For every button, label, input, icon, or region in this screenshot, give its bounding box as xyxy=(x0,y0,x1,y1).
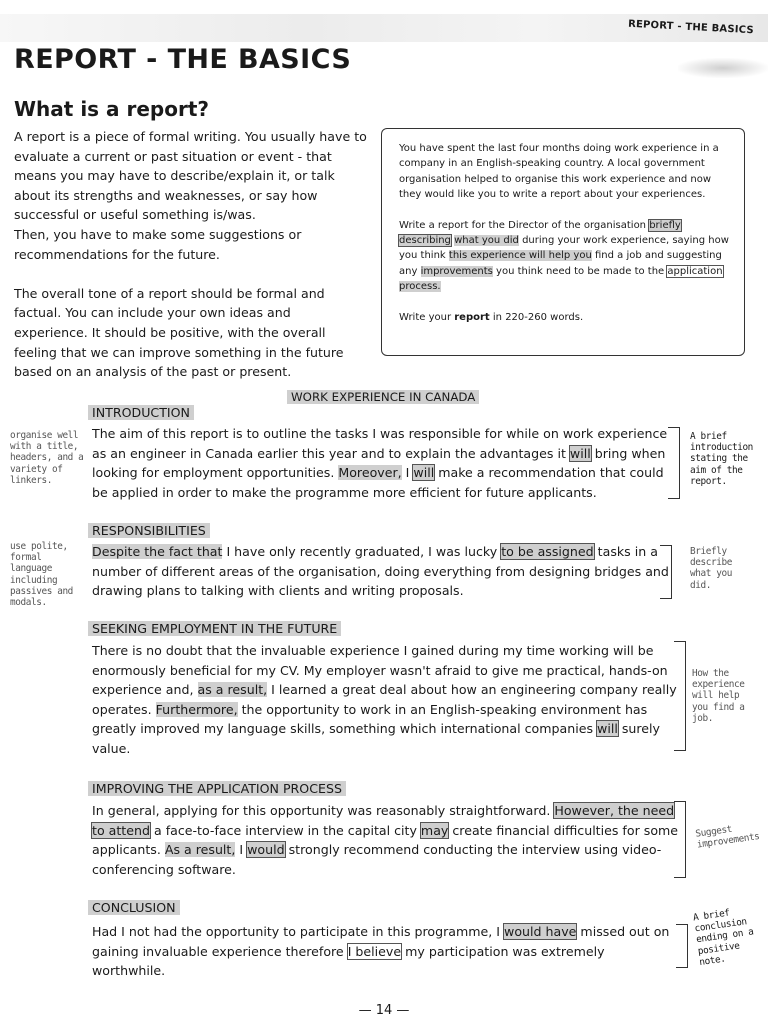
margin-note-right-1: A brief introduction stating the aim of the report. xyxy=(690,431,753,487)
bracket xyxy=(668,427,680,499)
bracket xyxy=(674,641,686,751)
task-paragraph-1: You have spent the last four months doing work experience in a company in an English-speaking country. A local government organisation helped to organise this work experience and now they would like you to write a report about your experiences. xyxy=(399,143,719,201)
running-head: REPORT - THE BASICS xyxy=(627,18,755,37)
section-text-conclusion: Had I not had the opportunity to participate in this programme, I would have missed out on gaining invaluable experience therefore I believe my participation was extremely worthwhile. xyxy=(92,924,670,979)
section-title: What is a report? xyxy=(14,97,210,121)
task-paragraph-3: Write your report in 220-260 words. xyxy=(399,311,584,323)
task-box xyxy=(381,128,745,356)
task-highlight: process. xyxy=(399,281,441,293)
margin-note-right-4: Suggest improvements xyxy=(694,823,761,851)
section-heading-responsibilities: RESPONSIBILITIES xyxy=(88,523,210,538)
intro-paragraph-2: Then, you have to make some suggestions or recommendations for the future. xyxy=(14,226,302,262)
bracket xyxy=(676,924,688,968)
section-heading-seeking-employment: SEEKING EMPLOYMENT IN THE FUTURE xyxy=(88,621,341,636)
task-highlight: briefly describing xyxy=(399,219,681,247)
margin-note-left-2: use polite, formal language including passives and modals. xyxy=(10,541,73,609)
section-heading-conclusion: CONCLUSION xyxy=(88,900,180,915)
section-text-introduction: The aim of this report is to outline the tasks I was responsible for while on work experience as an engineer in Canada earlier this year and to explain the advantages it will bring when looking for employment opportunities. Moreover, I will make a recommendation that could be applied in order to make the programme more efficient for future applicants. xyxy=(92,426,668,500)
bracket xyxy=(674,801,686,878)
section-text-seeking-employment: There is no doubt that the invaluable experience I gained during my time working will be enormously beneficial for my CV. My employer wasn't afraid to give me practical, hands-on experience and, as a result, I learned a great deal about how an engineering company really operates. Furthermore, the opportunity to work in an English-speaking environment has greatly improved my language skills, something which international companies will surely value. xyxy=(92,643,677,756)
section-text-responsibilities: Despite the fact that I have only recently graduated, I was lucky to be assigned tasks in a number of different areas of the organisation, doing everything from designing bridges and drawing plans to talking with clients and writing proposals. xyxy=(92,544,669,599)
task-paragraph-2: Write a report for the Director of the organisation briefly describing what you did during your work experience, saying how you think this experience will help you find a job and suggesting any improvements you think need to be made to the application process. xyxy=(399,219,729,293)
page-title: REPORT - THE BASICS xyxy=(14,44,352,75)
intro-paragraph-3: The overall tone of a report should be formal and factual. You can include your own ideas and experience. It should be positive, with the overall feeling that we can improve something in the future based on an analysis of the past or present. xyxy=(14,285,344,380)
task-highlight: this experience will help you xyxy=(448,250,592,262)
bracket xyxy=(660,545,672,599)
intro-paragraph-1: A report is a piece of formal writing. You usually have to evaluate a current or past situation or event - that means you may have to describe/explain it, or talk about its strengths and weaknesses, or say how successful or useful something is/was. xyxy=(14,129,367,223)
section-text-improving-process: In general, applying for this opportunity was reasonably straightforward. However, the need to attend a face-to-face interview in the capital city may create financial difficulties for some applicants. As a result, I would strongly recommend conducting the interview using video-conferencing software. xyxy=(92,803,679,877)
section-heading-improving-process: IMPROVING THE APPLICATION PROCESS xyxy=(88,781,346,796)
intro-text xyxy=(14,127,368,382)
margin-note-right-3: How the experience will help you find a job. xyxy=(692,668,745,724)
margin-note-right-5: A brief conclusion ending on a positive note. xyxy=(692,907,755,968)
section-heading-introduction: INTRODUCTION xyxy=(88,405,194,420)
header-smudge xyxy=(678,58,768,78)
margin-note-left-1: organise well with a title, headers, and a variety of linkers. xyxy=(10,430,84,486)
margin-note-right-2: Briefly describe what you did. xyxy=(690,546,732,591)
task-highlight: what you did xyxy=(454,235,519,247)
report-title: WORK EXPERIENCE IN CANADA xyxy=(287,390,479,404)
task-highlight: improvements xyxy=(420,265,493,277)
task-highlight: application xyxy=(667,265,723,277)
page-number: — 14 — xyxy=(358,1003,410,1018)
